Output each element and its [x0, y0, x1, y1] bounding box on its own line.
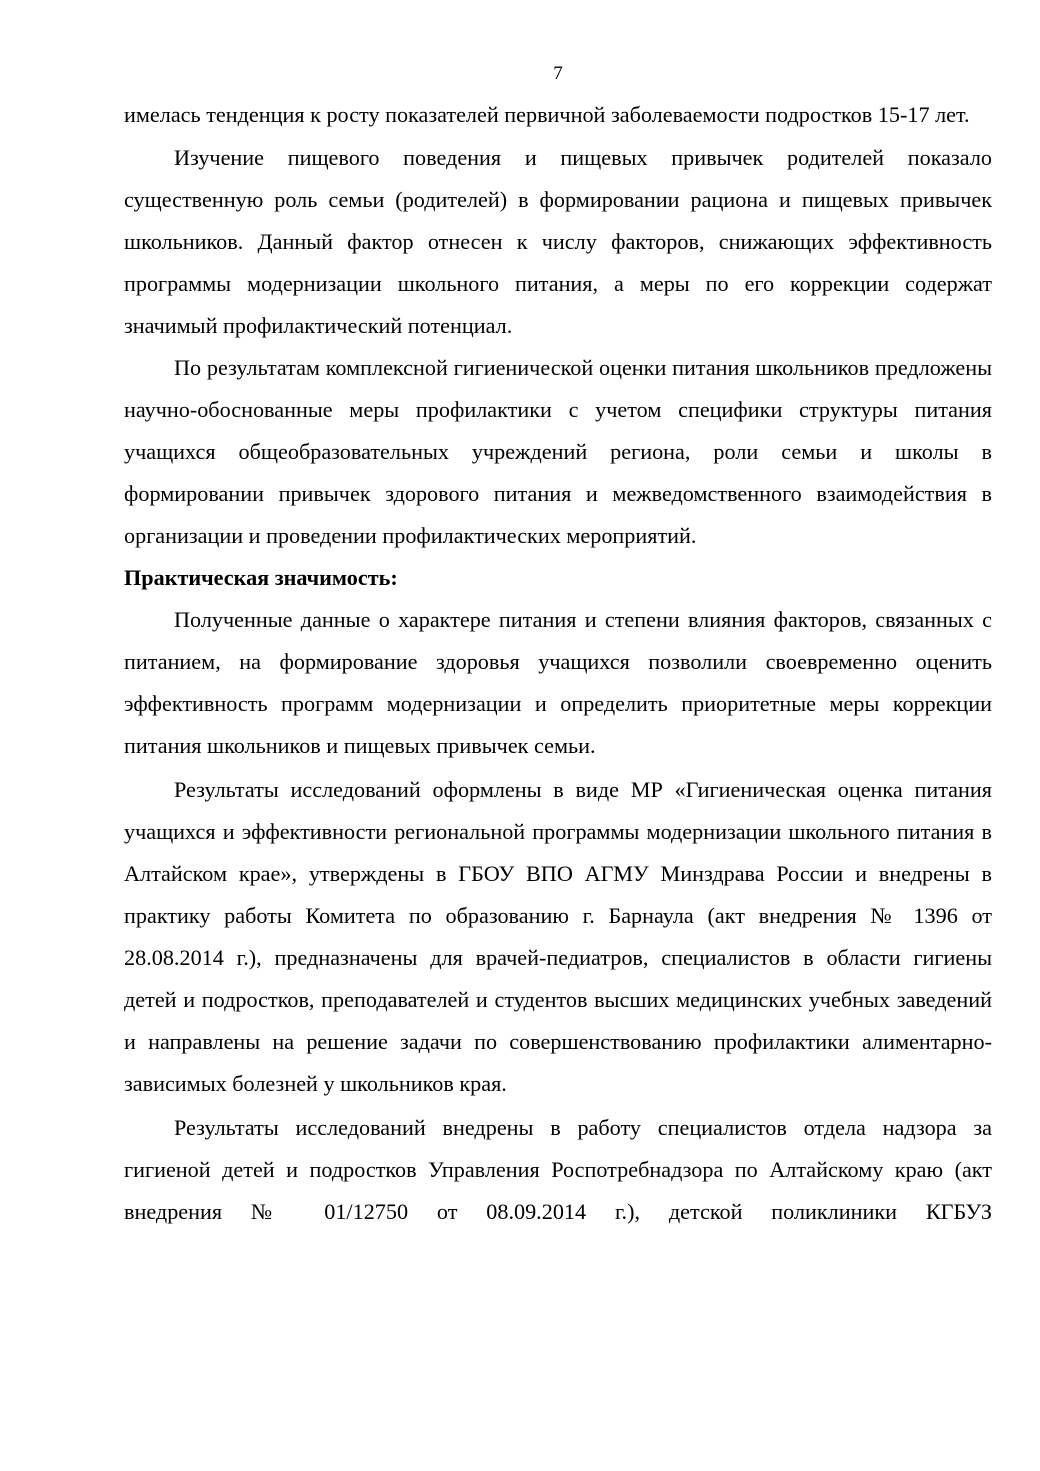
paragraph-obtained-data: Полученные данные о характере питания и степени влияния факторов, связанных с питанием, на формирование здоровья учащихся позволили своевременно оценить эффективность программ модернизации и определить приоритетные меры коррекции питания школьников и пищевых привычек семьи. [124, 607, 992, 758]
paragraph-prevention-measures: По результатам комплексной гигиенической оценки питания школьников предложены научно-обоснованные меры профилактики с учетом специфики структуры питания учащихся общеобразовательных учреждений региона, роли семьи и школы в формировании привычек здорового питания и межведомственного взаимодействия в организации и проведении профилактических мероприятий. [124, 355, 992, 548]
paragraph-eating-behavior: Изучение пищевого поведения и пищевых привычек родителей показало существенную роль семьи (родителей) в формировании рациона и пищевых привычек школьников. Данный фактор отнесен к числу факторов, снижающих эффективность программы модернизации школьного питания, а меры по его коррекции содержат значимый профилактический потенциал. [124, 145, 992, 338]
page-body [124, 94, 992, 1233]
section-heading-practical-significance: Практическая значимость: [124, 565, 398, 590]
paragraph-research-results-mr: Результаты исследований оформлены в виде МР «Гигиеническая оценка питания учащихся и эффективности региональной программы модернизации школьного питания в Алтайском крае», утверждены в ГБОУ ВПО АГМУ Минздрава России и внедрены в практику работы Комитета по образованию г. Барнаула (акт внедрения № 1396 от 28.08.2014 г.), предназначены для врачей-педиатров, специалистов в области гигиены детей и подростков, преподавателей и студентов высших медицинских учебных заведений и направлены на решение задачи по совершенствованию профилактики алиментарно-зависимых болезней у школьников края. [124, 777, 992, 1096]
paragraph-morbidity-trend: имелась тенденция к росту показателей первичной заболеваемости подростков 15-17 лет. [124, 102, 970, 127]
paragraph-research-results-implementation: Результаты исследований внедрены в работу специалистов отдела надзора за гигиеной детей и подростков Управления Роспотребнадзора по Алтайскому краю (акт внедрения № 01/12750 от 08.09.2014 г.), детской поликлиники КГБУЗ [124, 1115, 992, 1224]
page-number: 7 [553, 63, 563, 84]
